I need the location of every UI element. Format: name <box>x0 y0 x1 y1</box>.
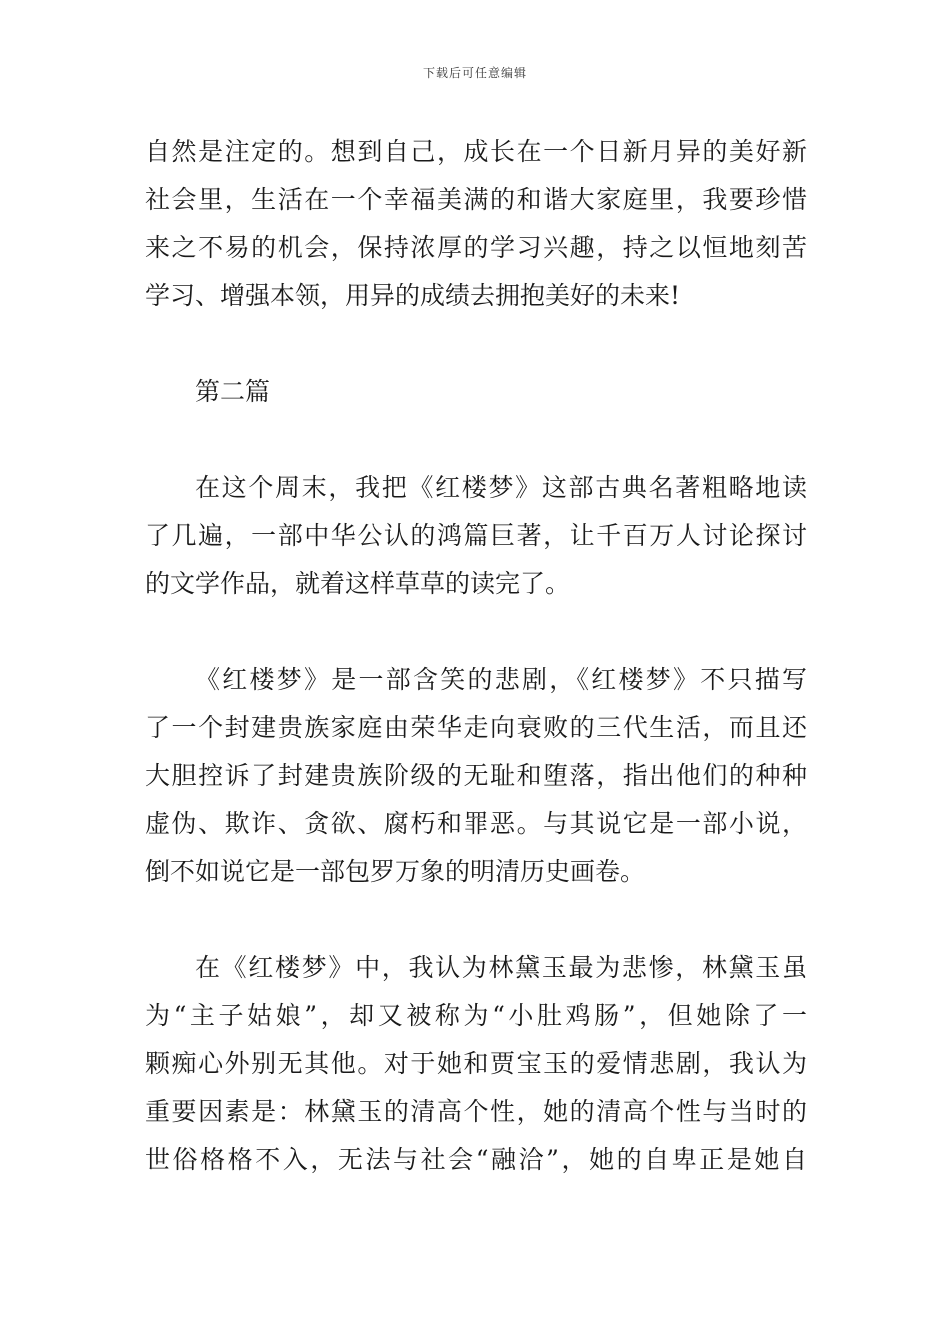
text-line: 了几遍，一部中华公认的鸿篇巨著，让千百万人讨论探讨 <box>145 521 807 550</box>
text-line: 为“主子姑娘”，却又被称为“小肚鸡肠”，但她除了一 <box>145 1001 807 1030</box>
paragraph <box>145 464 807 608</box>
text-line: 的文学作品，就着这样草草的读完了。 <box>145 569 571 598</box>
text-line: 重要因素是：林黛玉的清高个性，她的清高个性与当时的 <box>145 1097 807 1126</box>
text-line: 学习、增强本领，用异的成绩去拥抱美好的未来! <box>145 281 681 310</box>
section-heading: 第二篇 <box>195 377 271 406</box>
page-header: 下载后可任意编辑 <box>422 66 527 80</box>
text-line: 倒不如说它是一部包罗万象的明清历史画卷。 <box>145 857 646 886</box>
text-line: 来之不易的机会，保持浓厚的学习兴趣，持之以恒地刻苦 <box>145 233 807 262</box>
text-line: 在《红楼梦》中，我认为林黛玉最为悲惨，林黛玉虽 <box>195 953 807 982</box>
text-line: 颗痴心外别无其他。对于她和贾宝玉的爱情悲剧，我认为 <box>145 1049 807 1078</box>
paragraph <box>145 656 807 896</box>
paragraph-continuation <box>145 128 807 320</box>
text-line: 了一个封建贵族家庭由荣华走向衰败的三代生活，而且还 <box>145 713 807 742</box>
text-line: 世俗格格不入，无法与社会“融洽”，她的自卑正是她自 <box>145 1145 807 1174</box>
text-line: 在这个周末，我把《红楼梦》这部古典名著粗略地读 <box>195 473 807 502</box>
text-line: 虚伪、欺诈、贪欲、腐朽和罪恶。与其说它是一部小说， <box>145 809 807 838</box>
paragraph <box>145 944 807 1184</box>
text-line: 《红楼梦》是一部含笑的悲剧，《红楼梦》不只描写 <box>195 665 807 694</box>
text-line: 大胆控诉了封建贵族阶级的无耻和堕落，指出他们的种种 <box>145 761 807 790</box>
document-body <box>145 128 807 1184</box>
text-line: 社会里，生活在一个幸福美满的和谐大家庭里，我要珍惜 <box>145 185 807 214</box>
text-line: 自然是注定的。想到自己，成长在一个日新月异的美好新 <box>145 137 807 166</box>
